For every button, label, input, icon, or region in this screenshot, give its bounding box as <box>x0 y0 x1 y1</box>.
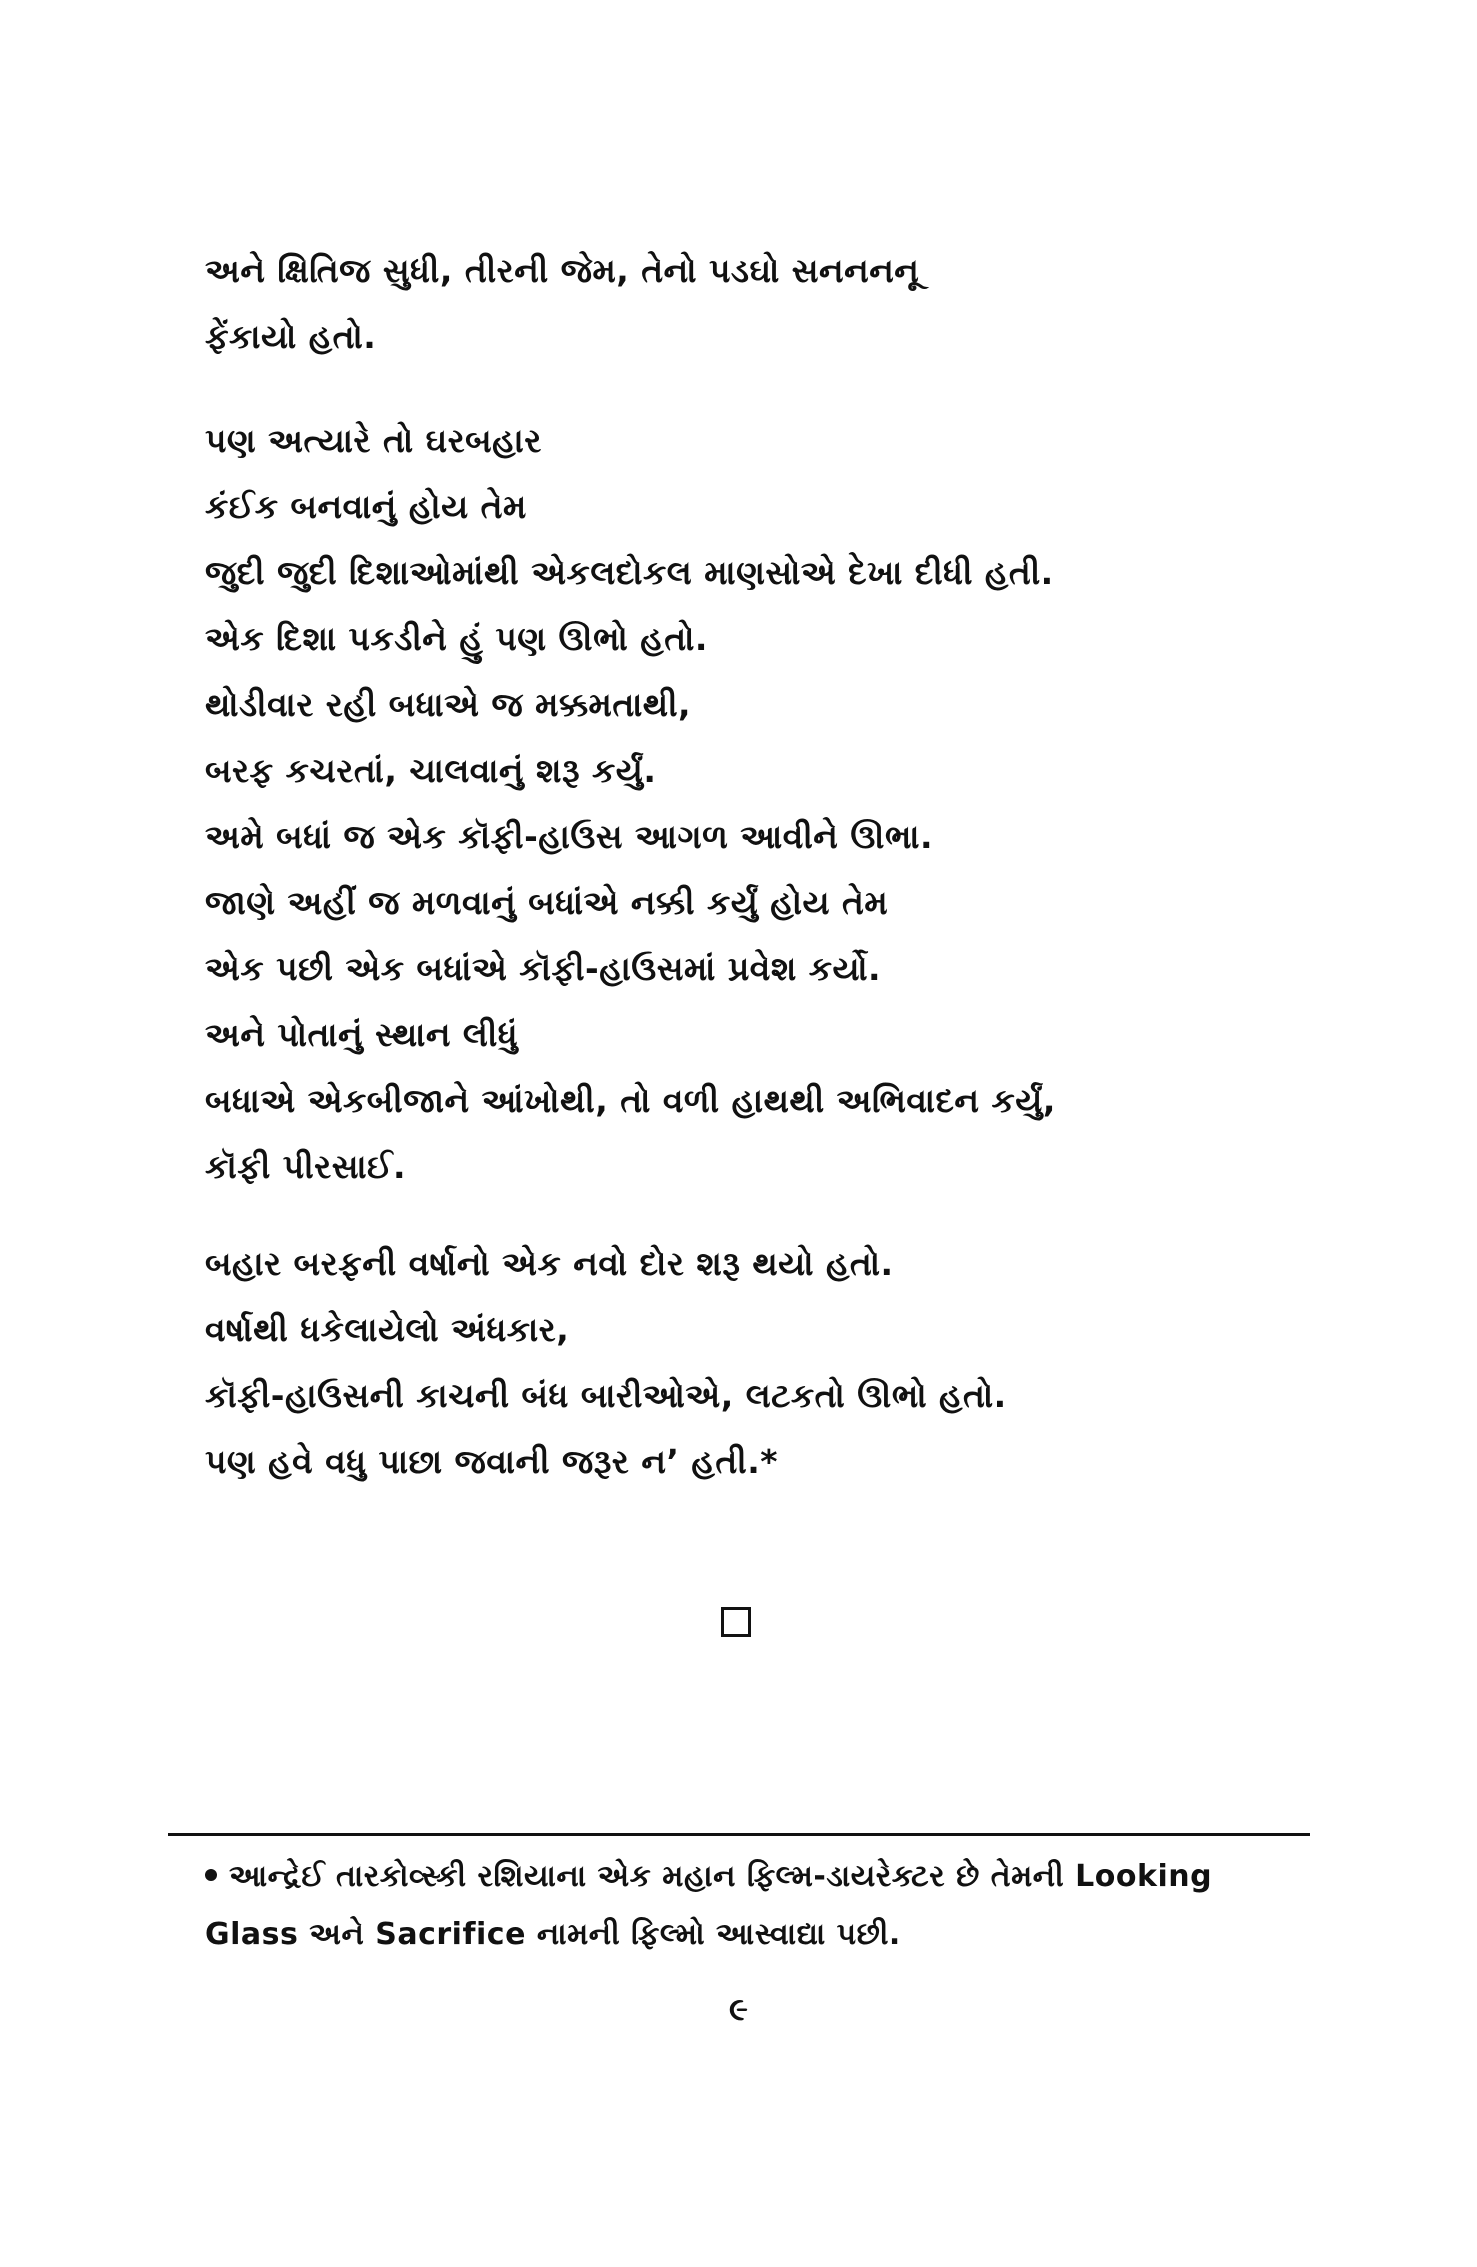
poem-line: અને પોતાનું સ્થાન લીધું <box>205 1015 519 1054</box>
poem-line: બધાએ એકબીજાને આંખોથી, તો વળી હાથથી અભિવાદન કર્યું, <box>205 1081 1056 1120</box>
poem-line: ફેંકાયો હતો. <box>205 317 377 356</box>
poem-line: વર્ષાથી ધકેલાયેલો અંધકાર, <box>205 1310 570 1349</box>
poem-line: કૉફી-હાઉસની કાચની બંધ બારીઓએ, લટકતો ઊભો હતો. <box>205 1376 1007 1415</box>
poem-line: અને ક્ષિતિજ સુધી, તીરની જેમ, તેનો પડઘો સનનનનૂ <box>205 251 920 290</box>
footnote-text: આન્દ્રેઈ તારકોવ્સ્કી રશિયાના એક મહાન ફિલ્મ-ડાયરેક્ટર છે તેમની Looking <box>229 1859 1213 1894</box>
footnote <box>205 1848 1315 1964</box>
poem-line: એક દિશા પકડીને હું પણ ઊભો હતો. <box>205 619 708 658</box>
poem-stanza-3 <box>205 1231 1285 1495</box>
poem-line: કૉફી પીરસાઈ. <box>205 1147 407 1186</box>
poem-line: જાણે અહીં જ મળવાનું બધાંએ નક્કી કર્યું હોય તેમ <box>205 883 889 922</box>
poem-stanza-1 <box>205 238 1285 370</box>
poem-line: બરફ કચરતાં, ચાલવાનું શરૂ કર્યું. <box>205 751 657 790</box>
bullet-icon <box>205 1869 217 1881</box>
footnote-line-1 <box>205 1848 1315 1906</box>
poem-line: જુદી જુદી દિશાઓમાંથી એકલદોકલ માણસોએ દેખા દીધી હતી. <box>205 553 1054 592</box>
footnote-line-2: Glass અને Sacrifice નામની ફિલ્મો આસ્વાદ્યા પછી. <box>205 1917 901 1952</box>
poem-line: બહાર બરફની વર્ષાનો એક નવો દોર શરૂ થયો હતો. <box>205 1244 894 1283</box>
poem-line: પણ હવે વધુ પાછા જવાની જરૂર ન’ હતી.* <box>205 1442 779 1481</box>
poem-line: એક પછી એક બધાંએ કૉફી-હાઉસમાં પ્રવેશ કર્યો. <box>205 949 882 988</box>
page-number: ૯ <box>729 1990 748 2028</box>
poem-stanza-2 <box>205 408 1285 1200</box>
footnote-divider <box>168 1833 1310 1836</box>
end-square-icon <box>721 1607 751 1637</box>
poem-line: પણ અત્યારે તો ઘરબહાર <box>205 421 542 460</box>
poem-line: અમે બધાં જ એક કૉફી-હાઉસ આગળ આવીને ઊભા. <box>205 817 933 856</box>
poem-line: થોડીવાર રહી બધાએ જ મક્કમતાથી, <box>205 685 692 724</box>
poem-line: કંઈક બનવાનું હોય તેમ <box>205 487 527 526</box>
